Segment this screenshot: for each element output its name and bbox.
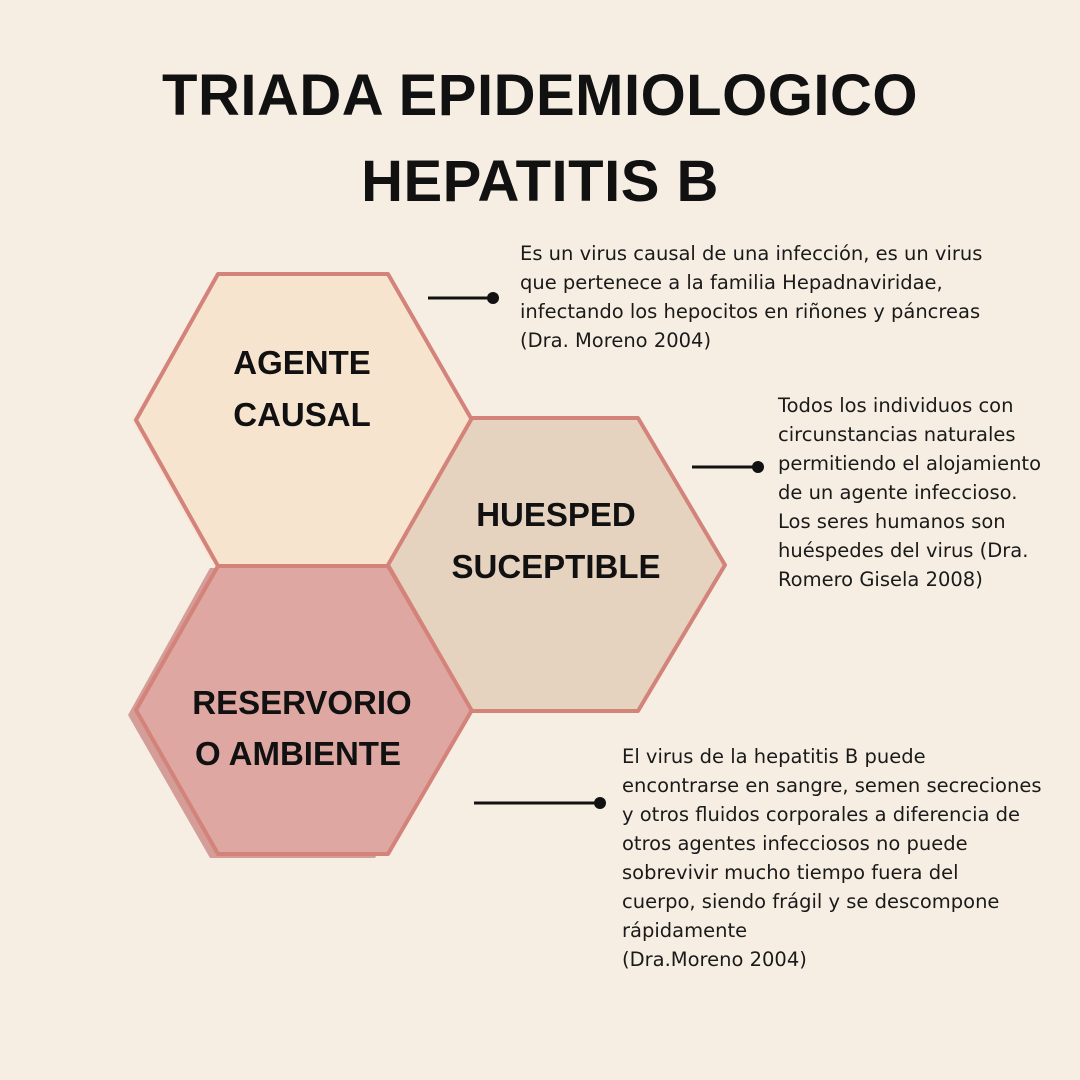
hexagon-agente-label-1: AGENTE bbox=[233, 344, 371, 381]
connector-agente bbox=[428, 292, 499, 304]
hexagon-huesped-label-2: SUCEPTIBLE bbox=[451, 548, 661, 585]
connector-reservorio-dot bbox=[594, 797, 606, 809]
hexagon-reservorio-label-2: O AMBIENTE bbox=[195, 735, 401, 772]
description-reservorio-ambiente: El virus de la hepatitis B puede encontrarse en sangre, semen secreciones y otros fluidos corporales a diferencia de otros agentes infecciosos no puede sobrevivir mucho tiempo fuera del cuerpo, siendo frágil y se descompone rápidamente (Dra.Moreno 2004) bbox=[622, 745, 1042, 971]
hexagon-huesped-label-1: HUESPED bbox=[476, 496, 636, 533]
connector-reservorio bbox=[474, 797, 606, 809]
connector-huesped bbox=[692, 461, 764, 473]
title-line-1: TRIADA EPIDEMIOLOGICO bbox=[162, 63, 918, 128]
hexagon-reservorio-label-1: RESERVORIO bbox=[192, 684, 412, 721]
hexagon-agente-label-2: CAUSAL bbox=[233, 396, 371, 433]
connector-agente-dot bbox=[487, 292, 499, 304]
title-line-2: HEPATITIS B bbox=[361, 149, 719, 214]
connector-huesped-dot bbox=[752, 461, 764, 473]
description-huesped-suceptible: Todos los individuos con circunstancias naturales permitiendo el alojamiento de un agente infeccioso. Los seres humanos son huéspedes del virus (Dra. Romero Gisela 2008) bbox=[778, 394, 1042, 591]
description-agente-causal: Es un virus causal de una infección, es un virus que pertenece a la familia Hepadnaviridae, infectando los hepocitos en riñones y páncreas (Dra. Moreno 2004) bbox=[520, 242, 983, 352]
